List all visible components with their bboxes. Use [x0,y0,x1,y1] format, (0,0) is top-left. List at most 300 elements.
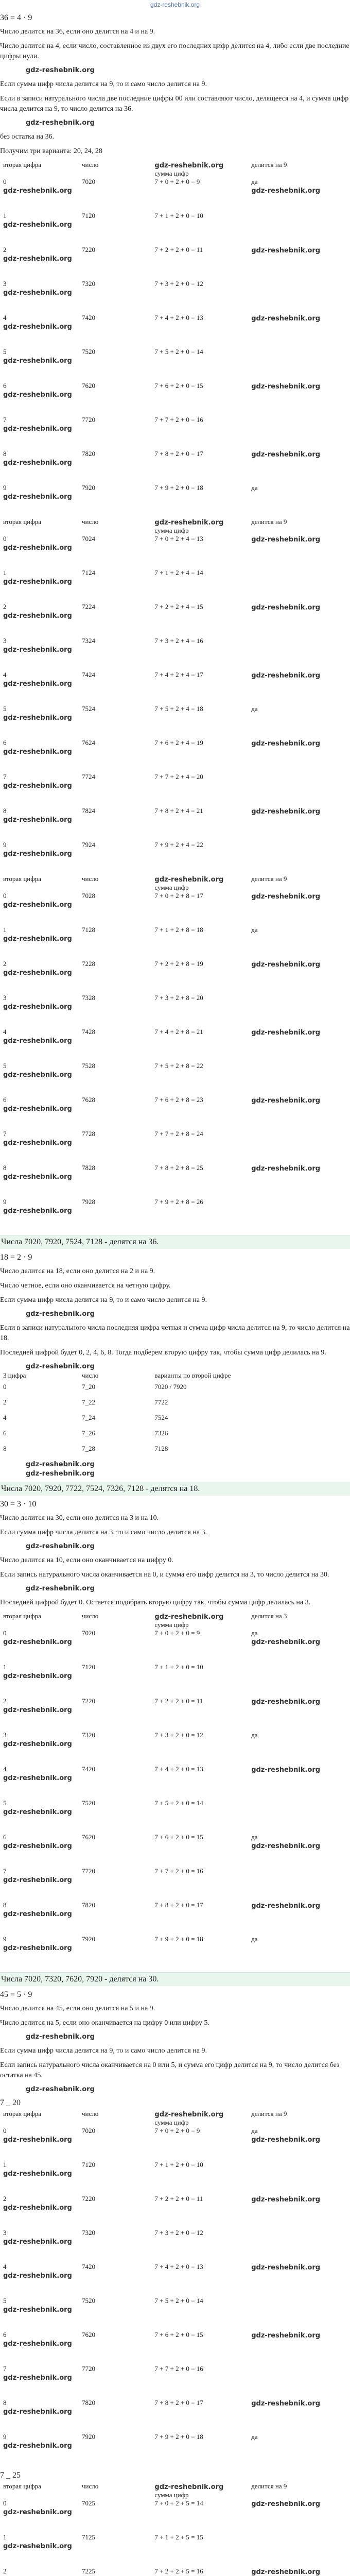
table-cell [151,2127,248,2161]
table-cell [248,1062,345,1096]
section-45 [0,1990,350,2576]
table-cell: 7728 [82,1130,95,1138]
table-header-cell [151,2110,248,2127]
table-cell [248,841,345,875]
watermark-text: gdz-reshebnik.org [26,2033,95,2041]
table-cell: да [251,926,258,934]
table-row [0,280,345,314]
section-title: 36 = 4 · 9 [0,13,32,22]
table-row [0,2331,345,2365]
table-header-cell: варианты по второй цифре [154,1371,231,1379]
paragraph: Число делится на 5, если оно оканчивается на цифру 0 или цифру 5. [0,2019,210,2027]
section-title: 45 = 5 · 9 [0,1990,32,1999]
table-header-row [0,1371,345,1383]
watermark-text: gdz-reshebnik.org [3,1672,72,1680]
table-cell: 7_24 [82,1414,95,1421]
table-cell: 0 gdz-reshebnik.org [0,1629,79,1663]
digit-sum: 7 + 3 + 2 + 4 = 16 [154,637,203,645]
table-cell: 6 gdz-reshebnik.org [0,739,79,773]
table-row [0,1867,345,1901]
result-line: Числа 7020, 7920, 7524, 7128 - делятся на 36. [0,1235,350,1249]
table-row [0,960,345,994]
paragraph: Если в записи натурального числа две последние цифры 00 или составляют число, делящееся на 4, и сумма цифр числа делится на 9, то число делится на 36. [0,95,349,113]
watermark-text: gdz-reshebnik.org [3,2442,72,2450]
table-cell [151,1629,248,1663]
table-header-cell: делится на 9 [251,2482,287,2490]
table-cell: 7020 [82,178,95,185]
table-cell: 7620 [82,2331,95,2338]
table-cell [151,450,248,484]
table-header-cell: число [82,2482,99,2490]
watermark-text: gdz-reshebnik.org [3,1638,72,1646]
table-row [0,2567,345,2576]
table-cell: 4 [3,1414,7,1421]
table-cell [151,2365,248,2399]
result-line: Числа 7020, 7320, 7620, 7920 - делятся на 30. [0,1972,350,1986]
watermark-text: gdz-reshebnik.org [3,544,72,552]
table-cell: 7820 [82,1901,95,1909]
paragraph: Последней цифрой будет 0, 2, 4, 6, 8. Тогда подберем вторую цифру так, чтобы сумма цифр делилась на 9. [0,1349,326,1357]
table-cell: 9 gdz-reshebnik.org [0,1935,79,1969]
digit-sum: 7 + 0 + 2 + 0 = 9 [154,1629,200,1637]
watermark-text: gdz-reshebnik.org [3,221,72,229]
table-row [0,1629,345,1663]
watermark-text: gdz-reshebnik.org [251,1766,321,1774]
digit-sum: 7 + 6 + 2 + 4 = 19 [154,739,203,747]
table-cell: 2 [3,2567,7,2575]
digit-sum: 7 + 2 + 2 + 0 = 11 [154,246,203,253]
table-row [0,569,345,603]
table-header-row [0,875,345,892]
table-cell: 7820 [82,450,95,457]
table-cell: 7028 [82,892,95,900]
table-row [0,739,345,773]
table-cell [151,739,248,773]
watermark-text: gdz-reshebnik.org [3,935,72,943]
table-cell [151,569,248,603]
paragraph: Если сумма цифр числа делится на 9, то и само число делится на 9. [0,80,207,88]
table-cell: 2 gdz-reshebnik.org [0,2195,79,2229]
table-cell: 7 gdz-reshebnik.org [0,1867,79,1901]
table-cell [151,2161,248,2195]
section-30 [0,1500,350,1986]
table-row [0,212,345,246]
digit-sum: 7 + 1 + 2 + 5 = 15 [154,2533,203,2541]
digit-sum: 7 + 1 + 2 + 0 = 10 [154,1663,203,1671]
paragraph: Число делится на 10, если оно оканчивается на цифру 0. [0,1556,173,1564]
watermark-text: gdz-reshebnik.org [251,247,321,255]
table-cell: да gdz-reshebnik.org [248,2127,345,2161]
table-cell [248,416,345,450]
table-header-cell: число [82,161,99,168]
table-cell: 7628 [82,1096,95,1104]
table-cell: 1 gdz-reshebnik.org [0,926,79,960]
table-cell [151,1096,248,1130]
table-cell [151,2263,248,2297]
table-row [0,603,345,637]
watermark-text: gdz-reshebnik.org [3,1910,72,1918]
table-row [0,1765,345,1799]
digit-sum: 7 + 5 + 2 + 4 = 18 [154,705,203,713]
watermark-text: gdz-reshebnik.org [251,2136,321,2144]
paragraph: Число делится на 30, если оно делится на 3 и на 10. [0,1514,159,1522]
table-cell [248,807,345,841]
table-cell [151,416,248,450]
digit-sum: 7 + 5 + 2 + 0 = 14 [154,1799,203,1807]
watermark-text: gdz-reshebnik.org [3,2374,72,2382]
watermark-text: gdz-reshebnik.org [251,604,321,612]
table-cell [248,671,345,705]
table-header-cell [151,518,248,535]
table-cell: 1 gdz-reshebnik.org [0,212,79,246]
paragraph: Если запись натурального числа оканчивается на 0 или 5, и сумма его цифр делится на 9, то число делится без остатка на 45. [0,2061,340,2079]
table-cell: 5 gdz-reshebnik.org [0,1799,79,1833]
table-cell: 0 [3,1383,7,1391]
watermark-text: gdz-reshebnik.org [251,187,321,195]
table-cell [248,348,345,382]
table-cell: да [251,2433,258,2441]
table-row [0,1833,345,1867]
table-cell: 9 gdz-reshebnik.org [0,484,79,518]
table-cell: 7928 [82,1198,95,1206]
watermark-text: gdz-reshebnik.org [26,1363,95,1370]
watermark-text: gdz-reshebnik.org [251,383,321,391]
table-cell [248,1663,345,1697]
watermark-text: gdz-reshebnik.org [3,748,72,756]
table-row [0,2365,345,2399]
watermark-text: gdz-reshebnik.org [154,2111,224,2119]
paragraph: Если сумма цифр числа делится на 9, то и само число делится на 9. [0,1296,207,1304]
digit-sum: 7 + 1 + 2 + 8 = 18 [154,926,203,934]
digit-sum: 7 + 7 + 2 + 0 = 16 [154,2365,203,2372]
table-cell [151,1164,248,1198]
table-header-cell: число [82,518,99,526]
table-cell [248,892,345,926]
section-title: 30 = 3 · 10 [0,1500,37,1509]
table-cell: 7225 [82,2567,95,2575]
table-row [0,2229,345,2263]
digit-sum: 7 + 8 + 2 + 0 = 17 [154,450,203,457]
table-cell: 0 gdz-reshebnik.org [0,2127,79,2161]
table-cell: 7920 [82,1935,95,1943]
digit-sum: 7 + 7 + 2 + 0 = 16 [154,416,203,423]
watermark [0,66,350,75]
calc-table [0,518,345,875]
watermark [0,2085,350,2094]
table-cell: да gdz-reshebnik.org [248,1629,345,1663]
watermark-text: gdz-reshebnik.org [251,1097,321,1105]
table-cell [248,1901,345,1935]
calc-table [0,161,345,518]
table-cell [151,1062,248,1096]
digit-sum: 7 + 3 + 2 + 0 = 12 [154,1731,203,1739]
result-line: Числа 7020, 7920, 7722, 7524, 7326, 7128 - делятся на 18. [0,1482,350,1496]
table-cell: да gdz-reshebnik.org [248,1833,345,1867]
calc-table [0,875,345,1232]
table-row [0,2127,345,2161]
digit-sum: 7 + 1 + 2 + 4 = 14 [154,569,203,577]
table-header-row [0,518,345,535]
watermark-text: gdz-reshebnik.org [251,1165,321,1173]
table-cell: 5 gdz-reshebnik.org [0,2297,79,2331]
watermark-text: gdz-reshebnik.org [3,391,72,399]
watermark [0,1469,350,1479]
digit-sum: 7 + 0 + 2 + 4 = 13 [154,535,203,543]
watermark-text: gdz-reshebnik.org [26,1461,95,1468]
table-row [0,1130,345,1164]
site-header[interactable]: gdz-reshebnik.org [150,1,200,8]
table-cell [151,1935,248,1969]
table-cell [248,1697,345,1731]
digit-sum: 7 + 0 + 2 + 0 = 9 [154,178,200,185]
watermark-text: gdz-reshebnik.org [3,2272,72,2280]
table-row [0,1164,345,1198]
table-row [0,1096,345,1130]
table-row [0,2195,345,2229]
table-cell: да gdz-reshebnik.org [248,178,345,212]
digit-sum: 7 + 9 + 2 + 0 = 18 [154,1935,203,1943]
table-row [0,1663,345,1697]
table-cell: 7125 [82,2533,95,2541]
table-cell [151,892,248,926]
table-cell [151,348,248,382]
table-cell [248,2331,345,2365]
calc-table [0,1371,345,1460]
watermark-text: gdz-reshebnik.org [3,1740,72,1748]
table-header-cell: вторая цифра [3,161,41,168]
table-cell [248,2297,345,2331]
watermark-text: gdz-reshebnik.org [26,66,95,74]
table-cell: 7 gdz-reshebnik.org [0,416,79,450]
table-cell: 7_26 [82,1429,95,1437]
table-row [0,705,345,739]
watermark-text: gdz-reshebnik.org [251,2196,321,2204]
table-cell [248,2229,345,2263]
table-row [0,382,345,416]
table-cell: 7120 [82,212,95,219]
table-cell [248,739,345,773]
watermark-text: gdz-reshebnik.org [3,2509,72,2516]
table-cell: 7828 [82,1164,95,1172]
table-row [0,1697,345,1731]
table-cell [151,2533,248,2567]
table-cell: 7520 [82,348,95,355]
watermark [0,1584,350,1594]
table-cell [248,1028,345,1062]
table-cell [151,960,248,994]
table-cell [151,280,248,314]
table-row [0,2263,345,2297]
watermark-text: gdz-reshebnik.org [26,1543,95,1550]
table-cell [248,1164,345,1198]
table-cell: 6 gdz-reshebnik.org [0,2331,79,2365]
table-header-cell: вторая цифра [3,875,41,883]
digit-sum: 7 + 2 + 2 + 0 = 11 [154,1697,203,1705]
table-cell: 7128 [82,926,95,934]
table-row [0,484,345,518]
table-cell [151,382,248,416]
table-cell: 8 gdz-reshebnik.org [0,1901,79,1935]
watermark-text: gdz-reshebnik.org [3,1105,72,1113]
watermark-text: gdz-reshebnik.org [3,255,72,263]
table-header-cell: число [82,1612,99,1620]
digit-sum: 7 + 4 + 2 + 0 = 13 [154,314,203,321]
watermark-text: gdz-reshebnik.org [3,425,72,433]
watermark-text: gdz-reshebnik.org [154,876,224,884]
watermark-text: gdz-reshebnik.org [251,2568,321,2576]
table-cell [151,2499,248,2533]
table-cell: 7020 / 7920 [154,1383,187,1391]
table-cell: 7720 [82,416,95,423]
watermark-text: gdz-reshebnik.org [154,1613,224,1621]
digit-sum: 7 + 1 + 2 + 0 = 10 [154,212,203,219]
table-cell: 7720 [82,2365,95,2372]
digit-sum: 7 + 0 + 2 + 5 = 14 [154,2499,203,2507]
paragraph: Число делится на 45, если оно делится на 5 и на 9. [0,2005,155,2012]
watermark-text: gdz-reshebnik.org [3,2340,72,2348]
watermark-text: gdz-reshebnik.org [251,1029,321,1037]
watermark-text: gdz-reshebnik.org [3,1173,72,1181]
table-header-cell [151,2482,248,2499]
table-row [0,2533,345,2567]
header-text: сумма цифр [154,527,189,534]
table-cell: 7 gdz-reshebnik.org [0,773,79,807]
watermark-text: gdz-reshebnik.org [251,1698,321,1706]
watermark-text: gdz-reshebnik.org [251,2264,321,2272]
table-row [0,2499,345,2533]
table-row [0,1383,345,1398]
table-header-cell [248,1371,345,1383]
paragraph: Число делится на 4, если число, составленное из двух его последних цифр делится на 4, либо если две последние цифры нули. [0,42,349,60]
watermark-text: gdz-reshebnik.org [251,672,321,680]
table-cell [248,2161,345,2195]
table-cell [151,2399,248,2433]
table-cell [248,1445,345,1460]
calc-table [0,2482,345,2576]
table-cell [151,603,248,637]
table-cell [151,994,248,1028]
digit-sum: 7 + 9 + 2 + 8 = 26 [154,1198,203,1206]
table-cell [248,1198,345,1232]
table-cell [248,960,345,994]
table-cell: 7624 [82,739,95,747]
table-cell [151,246,248,280]
table-cell: 3 gdz-reshebnik.org [0,2229,79,2263]
table-cell: 4 gdz-reshebnik.org [0,671,79,705]
watermark-text: gdz-reshebnik.org [251,2332,321,2340]
table-row [0,1429,345,1445]
digit-sum: 7 + 4 + 2 + 0 = 13 [154,2263,203,2270]
table-cell: 4 gdz-reshebnik.org [0,1765,79,1799]
table-cell: 7020 [82,1629,95,1637]
table-header-row [0,2482,345,2499]
watermark-text: gdz-reshebnik.org [3,323,72,331]
digit-sum: 7 + 5 + 2 + 0 = 14 [154,2297,203,2304]
table-row [0,994,345,1028]
table-cell: 7924 [82,841,95,849]
watermark-text: gdz-reshebnik.org [3,289,72,297]
table-cell: 7_22 [82,1398,95,1406]
table-cell: 7528 [82,1062,95,1070]
table-cell: 9 gdz-reshebnik.org [0,2433,79,2467]
watermark-text: gdz-reshebnik.org [251,2500,321,2508]
table-row [0,1445,345,1460]
watermark-text: gdz-reshebnik.org [251,536,321,544]
table-row [0,2433,345,2467]
table-cell [248,637,345,671]
table-cell [248,2499,345,2533]
digit-sum: 7 + 9 + 2 + 4 = 22 [154,841,203,849]
watermark-text: gdz-reshebnik.org [3,2238,72,2246]
watermark-text: gdz-reshebnik.org [251,1638,321,1646]
calc-table [0,1612,345,1969]
digit-sum: 7 + 7 + 2 + 4 = 20 [154,773,203,781]
watermark-text: gdz-reshebnik.org [3,714,72,722]
table-header-cell: делится на 9 [251,161,287,168]
section-36 [0,13,350,1249]
table-cell [248,603,345,637]
table-cell [151,1198,248,1232]
table-cell: 7920 [82,484,95,492]
watermark-text: gdz-reshebnik.org [251,1902,321,1910]
table-cell: 7120 [82,1663,95,1671]
table-cell: 7228 [82,960,95,968]
table-header-cell: число [82,2110,99,2117]
watermark-text: gdz-reshebnik.org [3,646,72,654]
table-cell: 3 gdz-reshebnik.org [0,1731,79,1765]
watermark-text: gdz-reshebnik.org [154,519,224,527]
digit-sum: 7 + 6 + 2 + 0 = 15 [154,1833,203,1841]
table-cell: 1 gdz-reshebnik.org [0,2533,79,2567]
table-cell [248,212,345,246]
table-row [0,1062,345,1096]
table-header-row [0,2110,345,2127]
table-cell [151,2297,248,2331]
table-cell [151,1867,248,1901]
table-cell: 7520 [82,1799,95,1807]
table-cell [248,994,345,1028]
table-cell: 1 gdz-reshebnik.org [0,1663,79,1697]
table-header-cell: вторая цифра [3,2110,41,2117]
digit-sum: 7 + 4 + 2 + 0 = 13 [154,1765,203,1773]
table-cell: 2 gdz-reshebnik.org [0,603,79,637]
digit-sum: 7 + 1 + 2 + 0 = 10 [154,2161,203,2168]
table-cell: 7 gdz-reshebnik.org [0,2365,79,2399]
table-row [0,314,345,348]
digit-sum: 7 + 5 + 2 + 0 = 14 [154,348,203,355]
table-cell [248,569,345,603]
digit-sum: 7 + 3 + 2 + 0 = 12 [154,280,203,287]
table-cell [151,535,248,569]
table-cell: да [251,1731,258,1739]
watermark-text: gdz-reshebnik.org [251,808,321,816]
watermark-text: gdz-reshebnik.org [26,1585,95,1592]
paragraph: Получим три варианта: 20, 24, 28 [0,147,102,155]
watermark-text: gdz-reshebnik.org [3,578,72,586]
table-cell: 8 [3,1445,7,1452]
watermark-text: gdz-reshebnik.org [26,119,95,127]
table-cell [151,671,248,705]
table-cell: 7220 [82,1697,95,1705]
table-cell [151,484,248,518]
watermark [0,1460,350,1469]
table-cell: 7224 [82,603,95,611]
table-cell: 7820 [82,2399,95,2406]
header-text: сумма цифр [154,1621,189,1629]
digit-sum: 7 + 7 + 2 + 8 = 24 [154,1130,203,1138]
table-row [0,671,345,705]
watermark-text: gdz-reshebnik.org [3,493,72,501]
